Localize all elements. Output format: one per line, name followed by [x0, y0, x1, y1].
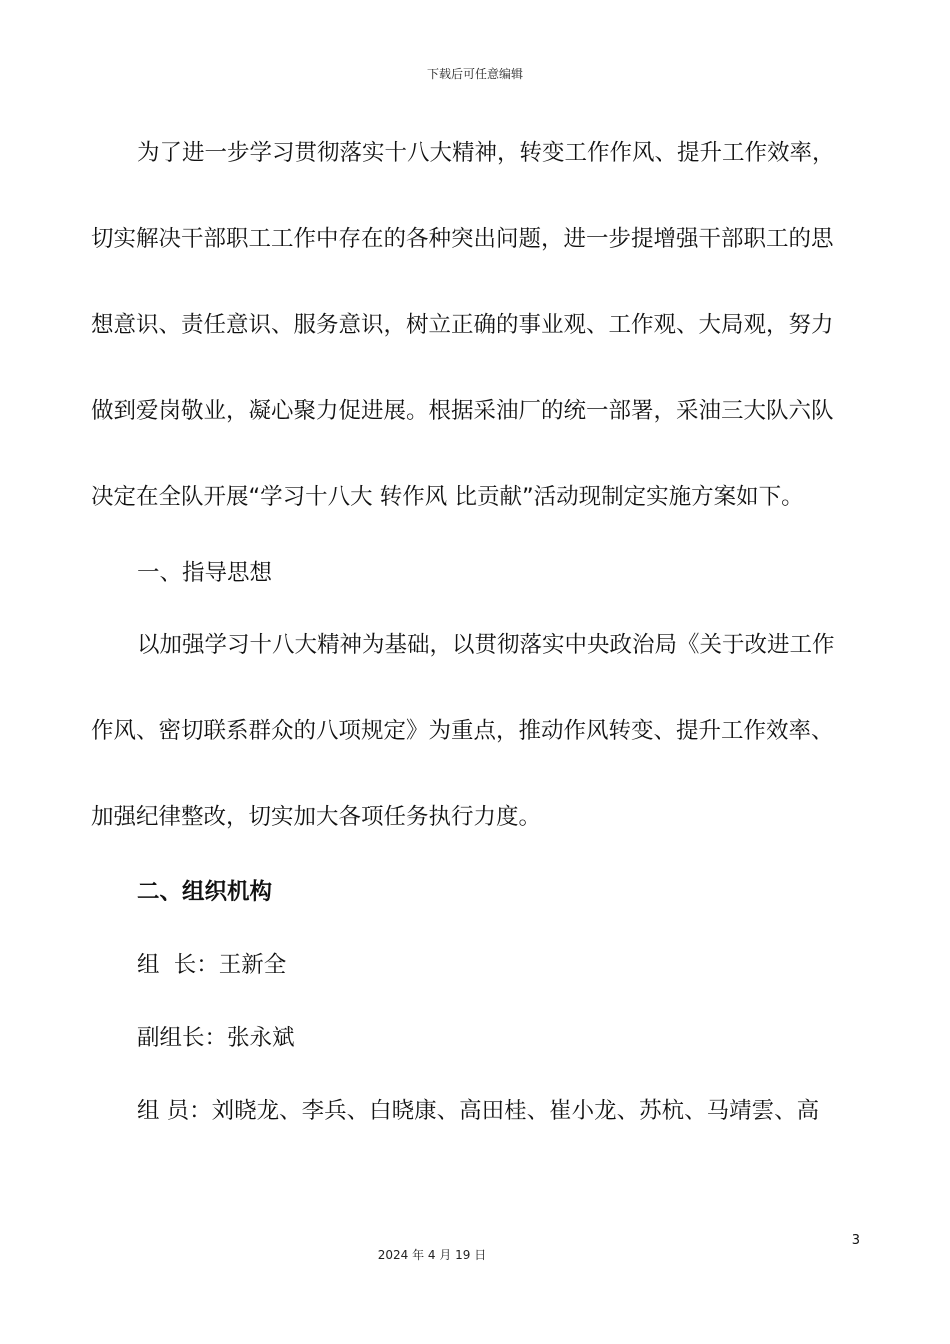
guiding-ideology-paragraph	[91, 602, 861, 860]
role-leader: 组 长：王新全	[137, 952, 287, 978]
intro-line-3: 想意识、责任意识、服务意识，树立正确的事业观、工作观、大局观，努力	[91, 312, 834, 338]
guiding-line-3: 加强纪律整改，切实加大各项任务执行力度。	[91, 804, 542, 830]
role-deputy-leader: 副组长：张永斌	[137, 1025, 295, 1051]
page-footer-date: 2024 年 4 月 19 日	[377, 1248, 487, 1262]
page-number: 3	[851, 1233, 860, 1248]
guiding-line-1: 以加强学习十八大精神为基础，以贯彻落实中央政治局《关于改进工作	[137, 632, 835, 658]
intro-line-5: 决定在全队开展“学习十八大 转作风 比贡献”活动现制定实施方案如下。	[91, 484, 804, 510]
page-header: 下载后可任意编辑	[426, 67, 523, 81]
intro-paragraph	[91, 110, 861, 540]
intro-line-1: 为了进一步学习贯彻落实十八大精神，转变工作作风、提升工作效率，	[137, 140, 835, 166]
guiding-line-2: 作风、密切联系群众的八项规定》为重点，推动作风转变、提升工作效率、	[91, 718, 834, 744]
role-members: 组 员：刘晓龙、李兵、白晓康、高田桂、崔小龙、苏杭、马靖雲、高	[137, 1098, 820, 1124]
intro-line-2: 切实解决干部职工工作中存在的各种突出问题，进一步提增强干部职工的思	[91, 226, 834, 252]
section-heading-guiding-ideology: 一、指导思想	[137, 560, 273, 586]
intro-line-4: 做到爱岗敬业，凝心聚力促进展。根据采油厂的统一部署，采油三大队六队	[91, 398, 834, 424]
section-heading-organization: 二、组织机构	[137, 879, 273, 905]
